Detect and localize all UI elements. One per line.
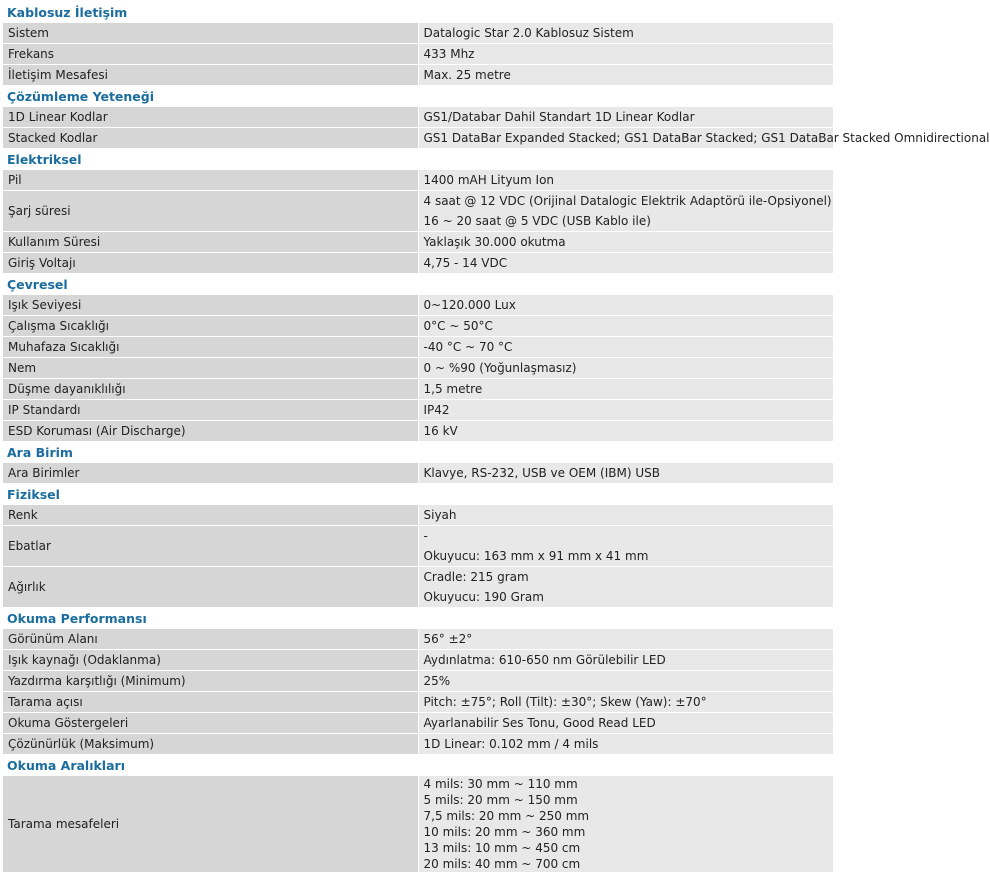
spec-row <box>3 295 833 315</box>
spec-value <box>419 629 834 649</box>
section-title: Fiziksel <box>3 484 833 504</box>
spec-row <box>3 65 833 85</box>
spec-value-line: 7,5 mils: 20 mm ~ 250 mm <box>423 809 590 823</box>
spec-value <box>419 65 834 85</box>
spec-value-line: 0~120.000 Lux <box>423 298 516 312</box>
spec-value-line: 5 mils: 20 mm ~ 150 mm <box>423 793 578 807</box>
spec-label: Şarj süresi <box>3 191 418 231</box>
spec-label: Yazdırma karşıtlığı (Minimum) <box>3 671 418 691</box>
spec-value <box>419 358 834 378</box>
spec-value-line: GS1/Databar Dahil Standart 1D Linear Kodlar <box>423 110 695 124</box>
spec-row <box>3 776 833 872</box>
spec-value-line: Pitch: ±75°; Roll (Tilt): ±30°; Skew (Yaw): ±70° <box>423 695 707 709</box>
spec-value-line: -40 °C ~ 70 °C <box>423 340 513 354</box>
spec-value-line: Klavye, RS-232, USB ve OEM (IBM) USB <box>423 466 660 480</box>
spec-value <box>419 463 834 483</box>
spec-label: Ağırlık <box>3 567 418 607</box>
spec-value <box>419 671 834 691</box>
spec-label: Muhafaza Sıcaklığı <box>3 337 418 357</box>
spec-label: Çalışma Sıcaklığı <box>3 316 418 336</box>
spec-value-line: 1,5 metre <box>423 382 483 396</box>
section-title: Çözümleme Yeteneği <box>3 86 833 106</box>
spec-value-line: 4 saat @ 12 VDC (Orijinal Datalogic Elektrik Adaptörü ile-Opsiyonel) <box>423 194 832 208</box>
spec-label: Frekans <box>3 44 418 64</box>
spec-row <box>3 567 833 607</box>
spec-label: Giriş Voltajı <box>3 253 418 273</box>
section-title: Çevresel <box>3 274 833 294</box>
section-header <box>3 442 833 462</box>
spec-label: Çözünürlük (Maksimum) <box>3 734 418 754</box>
spec-row <box>3 128 833 148</box>
spec-label: Kullanım Süresi <box>3 232 418 252</box>
spec-value-line: - <box>423 529 428 543</box>
spec-label: Görünüm Alanı <box>3 629 418 649</box>
spec-value-line: Max. 25 metre <box>423 68 511 82</box>
spec-row <box>3 23 833 43</box>
spec-row <box>3 358 833 378</box>
spec-value <box>419 734 834 754</box>
section-header <box>3 2 833 22</box>
spec-label: 1D Linear Kodlar <box>3 107 418 127</box>
spec-row <box>3 400 833 420</box>
spec-row <box>3 191 833 231</box>
spec-value-line: Yaklaşık 30.000 okutma <box>423 235 566 249</box>
spec-table <box>2 1 990 873</box>
spec-label: Nem <box>3 358 418 378</box>
spec-row <box>3 505 833 525</box>
spec-value-line: GS1 DataBar Expanded Stacked; GS1 DataBar Stacked; GS1 DataBar Stacked Omnidirectional <box>423 131 990 145</box>
spec-row <box>3 463 833 483</box>
spec-body <box>3 2 990 872</box>
spec-label: Ebatlar <box>3 526 418 566</box>
spec-value <box>419 232 834 252</box>
spec-value <box>419 191 834 231</box>
spec-value <box>419 776 834 872</box>
section-header <box>3 755 833 775</box>
spec-row <box>3 379 833 399</box>
spec-row <box>3 316 833 336</box>
spec-value-line: Okuyucu: 163 mm x 91 mm x 41 mm <box>423 549 649 563</box>
section-title: Okuma Aralıkları <box>3 755 833 775</box>
spec-value <box>419 107 834 127</box>
spec-value <box>419 505 834 525</box>
spec-value <box>419 316 834 336</box>
spec-row <box>3 734 833 754</box>
spec-value-line: 1D Linear: 0.102 mm / 4 mils <box>423 737 599 751</box>
spec-value-line: 16 kV <box>423 424 458 438</box>
spec-value <box>419 295 834 315</box>
spec-row <box>3 421 833 441</box>
section-header <box>3 86 833 106</box>
spec-value <box>419 692 834 712</box>
spec-row <box>3 629 833 649</box>
spec-row <box>3 170 833 190</box>
spec-row <box>3 650 833 670</box>
spec-label: Işık kaynağı (Odaklanma) <box>3 650 418 670</box>
section-title: Ara Birim <box>3 442 833 462</box>
spec-value-line: Siyah <box>423 508 457 522</box>
section-title: Okuma Performansı <box>3 608 833 628</box>
spec-label: Işık Seviyesi <box>3 295 418 315</box>
spec-value-line: Ayarlanabilir Ses Tonu, Good Read LED <box>423 716 656 730</box>
spec-row <box>3 671 833 691</box>
spec-value-line: 0 ~ %90 (Yoğunlaşmasız) <box>423 361 577 375</box>
spec-value-line: 1400 mAH Lityum Ion <box>423 173 555 187</box>
spec-value-line: Cradle: 215 gram <box>423 570 529 584</box>
spec-value-line: Datalogic Star 2.0 Kablosuz Sistem <box>423 26 634 40</box>
spec-value <box>419 128 990 148</box>
spec-value-line: 433 Mhz <box>423 47 475 61</box>
spec-value-line: 20 mils: 40 mm ~ 700 cm <box>423 857 581 871</box>
spec-value-line: 16 ~ 20 saat @ 5 VDC (USB Kablo ile) <box>423 214 651 228</box>
spec-value <box>419 650 834 670</box>
spec-value-line: 4 mils: 30 mm ~ 110 mm <box>423 777 578 791</box>
spec-label: Tarama mesafeleri <box>3 776 418 872</box>
spec-value-line: Okuyucu: 190 Gram <box>423 590 544 604</box>
spec-value <box>419 400 834 420</box>
spec-label: Ara Birimler <box>3 463 418 483</box>
spec-row <box>3 337 833 357</box>
spec-value <box>419 44 834 64</box>
spec-row <box>3 713 833 733</box>
spec-value-line: IP42 <box>423 403 450 417</box>
spec-row <box>3 253 833 273</box>
spec-value-line: 10 mils: 20 mm ~ 360 mm <box>423 825 586 839</box>
spec-value <box>419 170 834 190</box>
spec-label: Sistem <box>3 23 418 43</box>
spec-label: Tarama açısı <box>3 692 418 712</box>
spec-label: ESD Koruması (Air Discharge) <box>3 421 418 441</box>
spec-value <box>419 713 834 733</box>
spec-value-line: 0°C ~ 50°C <box>423 319 493 333</box>
spec-value-line: Aydınlatma: 610-650 nm Görülebilir LED <box>423 653 666 667</box>
spec-row <box>3 692 833 712</box>
spec-value-line: 56° ±2° <box>423 632 473 646</box>
spec-row <box>3 232 833 252</box>
spec-label: IP Standardı <box>3 400 418 420</box>
spec-label: Okuma Göstergeleri <box>3 713 418 733</box>
spec-value <box>419 253 834 273</box>
spec-label: Düşme dayanıklılığı <box>3 379 418 399</box>
spec-label: Pil <box>3 170 418 190</box>
spec-value <box>419 337 834 357</box>
section-title: Kablosuz İletişim <box>3 2 833 22</box>
section-title: Elektriksel <box>3 149 833 169</box>
spec-label: Renk <box>3 505 418 525</box>
spec-value <box>419 23 834 43</box>
spec-value <box>419 421 834 441</box>
spec-value <box>419 379 834 399</box>
spec-value-line: 25% <box>423 674 451 688</box>
spec-label: İletişim Mesafesi <box>3 65 418 85</box>
spec-value-line: 4,75 - 14 VDC <box>423 256 508 270</box>
section-header <box>3 608 833 628</box>
section-header <box>3 484 833 504</box>
section-header <box>3 149 833 169</box>
spec-row <box>3 44 833 64</box>
spec-row <box>3 107 833 127</box>
spec-label: Stacked Kodlar <box>3 128 418 148</box>
section-header <box>3 274 833 294</box>
spec-value <box>419 526 834 566</box>
spec-row <box>3 526 833 566</box>
spec-value <box>419 567 834 607</box>
spec-value-line: 13 mils: 10 mm ~ 450 cm <box>423 841 581 855</box>
